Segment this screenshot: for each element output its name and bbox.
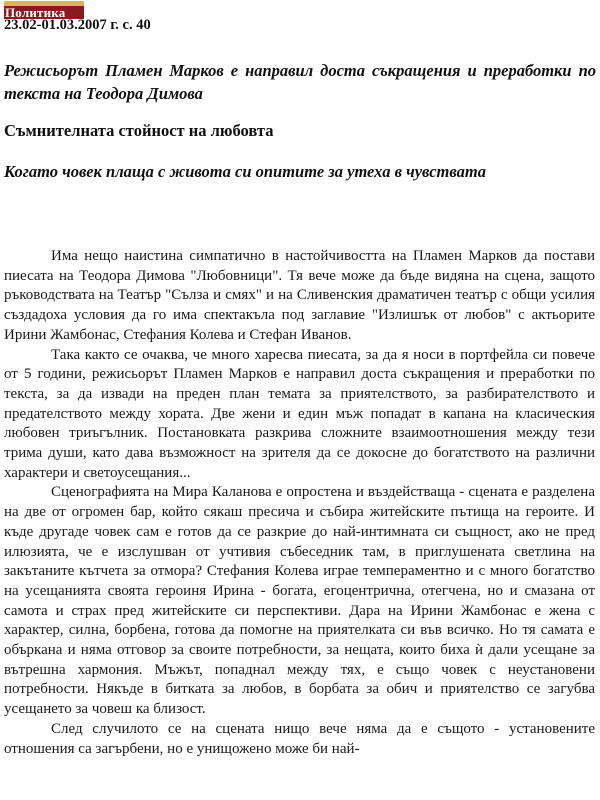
masthead-logo-text: Политика — [4, 6, 84, 19]
issue-date-and-page: 23.02-01.03.2007 г. с. 40 — [4, 17, 151, 33]
article-deck: Режисьорът Пламен Марков е направил доста съкращения и преработки по текста на Теодора Димова — [4, 61, 596, 103]
article-paragraph: Така както се очаква, че много харесва пиесата, за да я носи в портфейла си повече от 5 години, режисьорът Пламен Марков е направил доста съкращения и преработки по текста, за да извади на преден план темата за приятелството, за разбирателството и предателството между хората. Две жени и един мъж попадат в капана на класическия любовен триъгълник. Постановката разкрива сложните взаимоотношения между тези трима души, като дава възможност на зрителя да се докосне до богатството на различни характери и светоусещания... — [4, 346, 595, 481]
article-headline: Съмнителната стойност на любовта — [4, 121, 274, 140]
article-body — [4, 247, 595, 759]
article-paragraph: Има нещо наистина симпатично в настойчивостта на Пламен Марков да постави пиесата на Теодора Димова "Любовници". Тя вече може да бъде видяна на сцена, защото ръководствата на Театър "Сълза и смях" и на Сливенския драматичен театър с общи усилия създадоха условия да го има спектакъла под заглавие "Излишък от любов" с актьорите Ирини Жамбонас, Стефания Колева и Стефан Иванов. — [4, 248, 595, 343]
article-paragraph: След случилото се на сцената нищо вече няма да е същото - установените отношения са загърбени, но е унищожено може би най- — [4, 720, 595, 757]
article-paragraph: Сценографията на Мира Каланова е опростена и въздействаща - сцената е разделена на две от огромен бар, който сякаш пресича и събира житейските пътища на героите. И къде другаде човек сам е готов да се разкрие до най-интимната си същност, ако не пред илюзията, че е изслушван от учтивия събеседник там, в приглушената светлина на закътаните кътчета за отмора? Стефания Колева играе темпераментно и с много богатство на усещанията своята героиня Ирина - богата, егоцентрична, отегчена, но и смазана от самота и страх пред житейските си перспективи. Дара на Ирини Жамбонас е жена с характер, силна, борбена, готова да помогне на приятелката си във всичко. Но тя самата е объркана и няма отговор за своите потребности, за нещата, които биха ѝ дали усещане за вътрешна хармония. Мъжът, попаднал между тях, е също човек с неустановени потребности. Някъде в битката за любов, в борбата за обич и приятелство се загубва усещането за човеш ка близост. — [4, 484, 595, 718]
article-subheadline: Когато човек плаща с живота си опитите за утеха в чувствата — [4, 162, 486, 181]
